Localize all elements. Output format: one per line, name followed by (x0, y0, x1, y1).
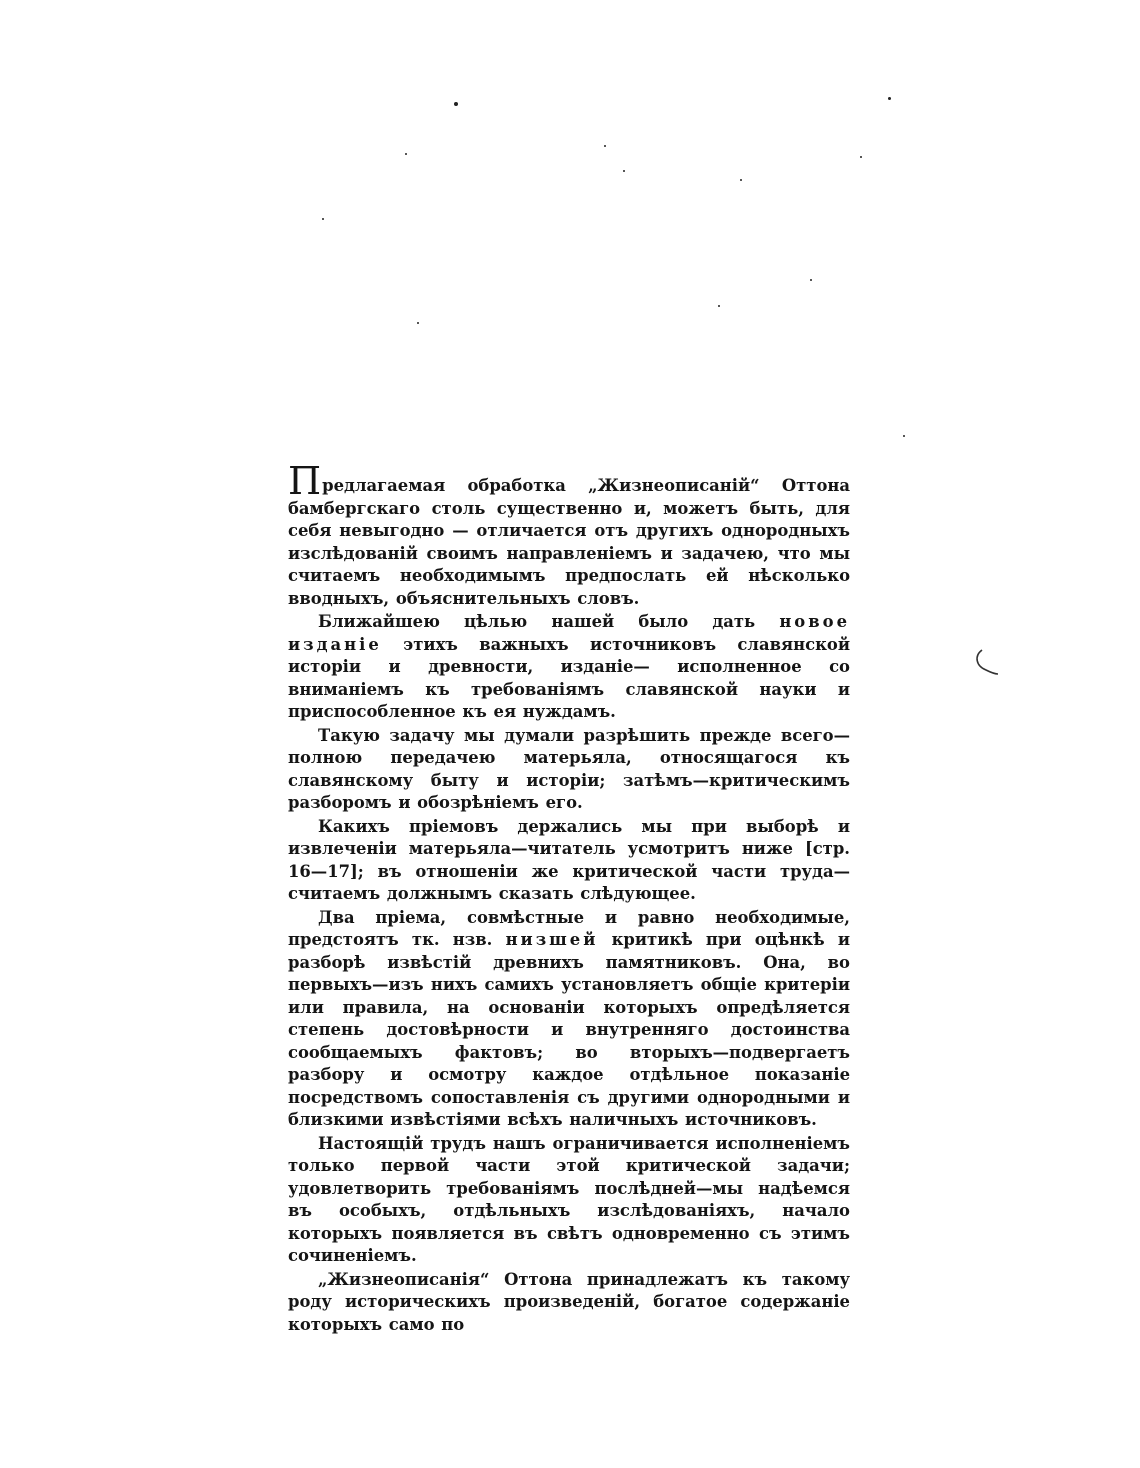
paragraph-text: Такую задачу мы думали разрѣшить прежде всего—полною передачею матерьяла, относящагося къ славянскому быту и исторіи; затѣмъ—критическимъ разборомъ и обозрѣніемъ его. (288, 725, 850, 812)
drop-initial: П (288, 459, 322, 503)
spaced-emphasis: низшей (505, 930, 599, 949)
dust-speck (322, 218, 324, 220)
paragraph-text: Настоящій трудъ нашъ ограничивается исполненіемъ только первой части этой критической задачи; удовлетворить требованіямъ послѣдней—мы надѣемся въ особыхъ, отдѣльныхъ изслѣдованіяхъ, начало которыхъ появляется въ свѣтъ одновременно съ этимъ сочиненіемъ. (288, 1133, 850, 1265)
dust-speck (810, 279, 812, 281)
paragraph-text: редлагаемая обработка „Жизнеописаній“ Оттона бамбергскаго столь существенно и, можетъ быть, для себя невыгодно — отличается отъ другихъ однородныхъ изслѣдованій своимъ направленіемъ и задачею, что мы считаемъ необходимымъ предпослать ей нѣсколько вводныхъ, объяснительныхъ словъ. (288, 476, 850, 608)
body-text (288, 459, 850, 1337)
paragraph-text: Какихъ пріемовъ держались мы при выборѣ и извлеченіи матерьяла—читатель усмотритъ ниже [стр. 16—17]; въ отношеніи же критической части труда—считаемъ должнымъ сказать слѣдующее. (288, 816, 850, 903)
paragraph-text-after: критикѣ при оцѣнкѣ и разборѣ извѣстій древнихъ памятниковъ. Она, во первыхъ—изъ нихъ самихъ установляетъ общіе критеріи или правила, на основаніи которыхъ опредѣляется степень достовѣрности и внутренняго достоинства сообщаемыхъ фактовъ; во вторыхъ—подвергаетъ разбору и осмотру каждое отдѣльное показаніе посредствомъ сопоставленія съ другими однородными и близкими извѣстіями всѣхъ наличныхъ источниковъ. (288, 930, 850, 1129)
spaced-emphasis: новое изданіе (288, 612, 850, 654)
paragraph-6 (288, 1133, 850, 1268)
dust-speck (623, 170, 625, 172)
paragraph-text-before: Ближайшею цѣлью нашей было дать (318, 612, 780, 631)
dust-speck (860, 156, 862, 158)
paragraph-2 (288, 611, 850, 724)
paragraph-text-after: этихъ важныхъ источниковъ славянской исторіи и древности, изданіе— исполненное со вниманіемъ къ требованіямъ славянской науки и приспособленное къ ея нуждамъ. (288, 634, 850, 721)
paragraph-3 (288, 725, 850, 815)
dust-speck (405, 153, 407, 155)
paragraph-text: „Жизнеописанія“ Оттона принадлежатъ къ такому роду историческихъ произведеній, богатое содержаніе которыхъ само по (288, 1269, 850, 1334)
dust-speck (454, 102, 458, 106)
dust-speck (718, 305, 720, 307)
dust-speck (740, 179, 742, 181)
margin-pen-mark (972, 648, 1002, 676)
dust-speck (417, 322, 419, 324)
paragraph-1 (288, 459, 850, 610)
dust-speck (604, 145, 606, 147)
paragraph-5 (288, 907, 850, 1132)
dust-speck (888, 97, 891, 100)
paragraph-7 (288, 1269, 850, 1337)
paragraph-text-before: Два пріема, совмѣстные и равно необходимые, предстоятъ тк. нзв. (288, 907, 850, 949)
paragraph-4 (288, 816, 850, 906)
dust-speck (903, 435, 905, 437)
